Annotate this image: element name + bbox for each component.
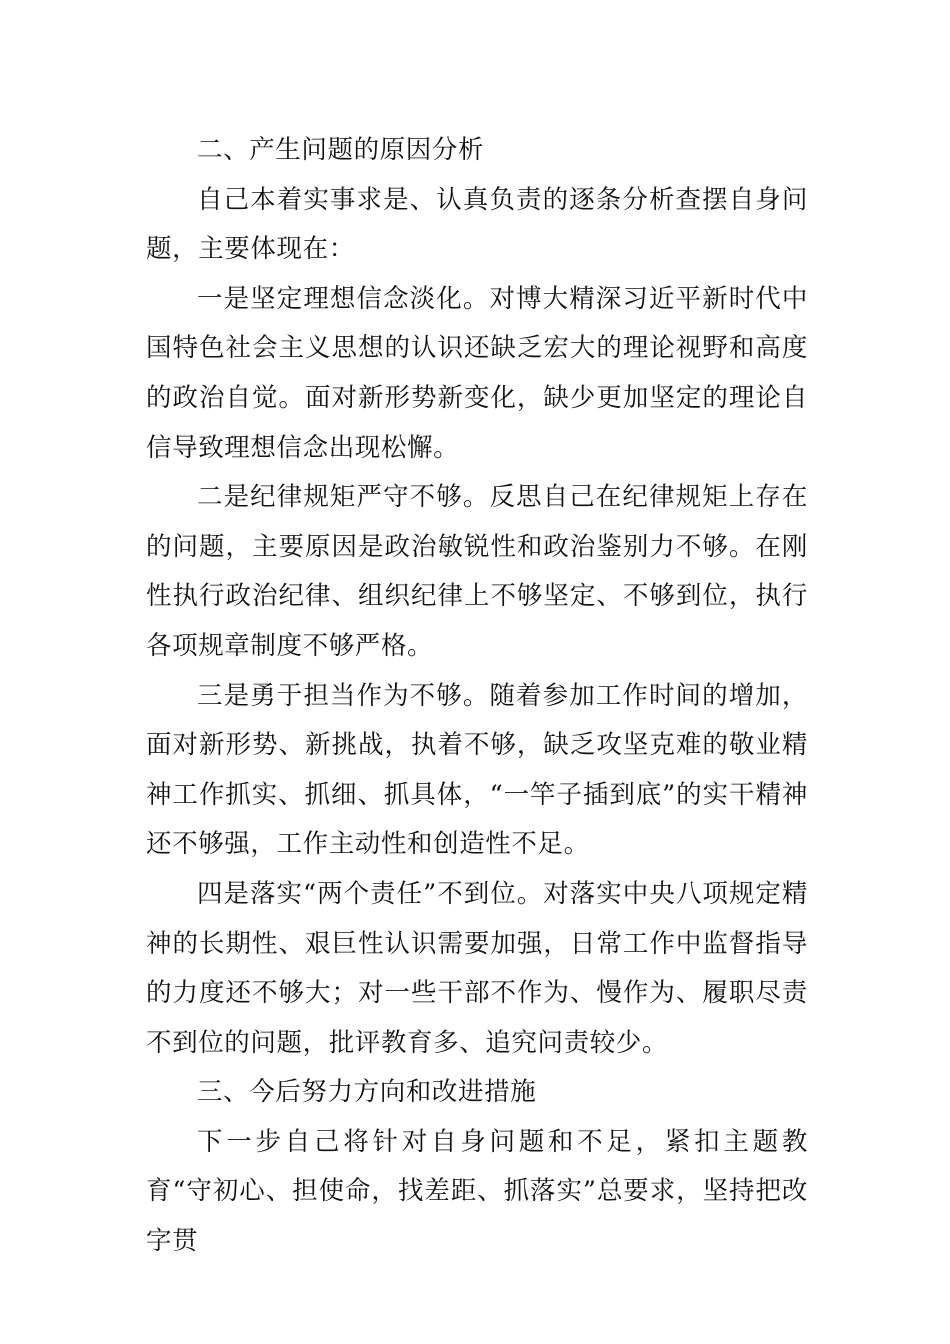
intro-paragraph: 自己本着实事求是、认真负责的逐条分析查摆自身问题，主要体现在： — [146, 184, 808, 265]
document-body — [146, 126, 808, 1267]
cause-paragraph-3: 三是勇于担当作为不够。随着参加工作时间的增加，面对新形势、新挑战，执着不够，缺乏攻坚克难的敬业精神工作抓实、抓细、抓具体，“一竿子插到底”的实干精神还不够强，工作主动性和创造性不足。 — [146, 680, 808, 860]
closing-paragraph: 下一步自己将针对自身问题和不足，紧扣主题教育“守初心、担使命，找差距、抓落实”总要求，坚持把改字贯 — [146, 1126, 808, 1257]
cause-paragraph-1: 一是坚定理想信念淡化。对博大精深习近平新时代中国特色社会主义思想的认识还缺乏宏大的理论视野和高度的政治自觉。面对新形势新变化，缺少更加坚定的理论自信导致理想信念出现松懈。 — [146, 283, 808, 463]
section-heading-improvements: 三、今后努力方向和改进措施 — [197, 1077, 537, 1108]
cause-paragraph-2: 二是纪律规矩严守不够。反思自己在纪律规矩上存在的问题，主要原因是政治敏锐性和政治鉴别力不够。在刚性执行政治纪律、组织纪律上不够坚定、不够到位，执行各项规章制度不够严格。 — [146, 482, 808, 661]
section-heading-causes: 二、产生问题的原因分析 — [197, 135, 485, 165]
cause-paragraph-4: 四是落实“两个责任”不到位。对落实中央八项规定精神的长期性、艰巨性认识需要加强，日常工作中监督指导的力度还不够大；对一些干部不作为、慢作为、履职尽责不到位的问题，批评教育多、追究问责较少。 — [146, 878, 808, 1058]
